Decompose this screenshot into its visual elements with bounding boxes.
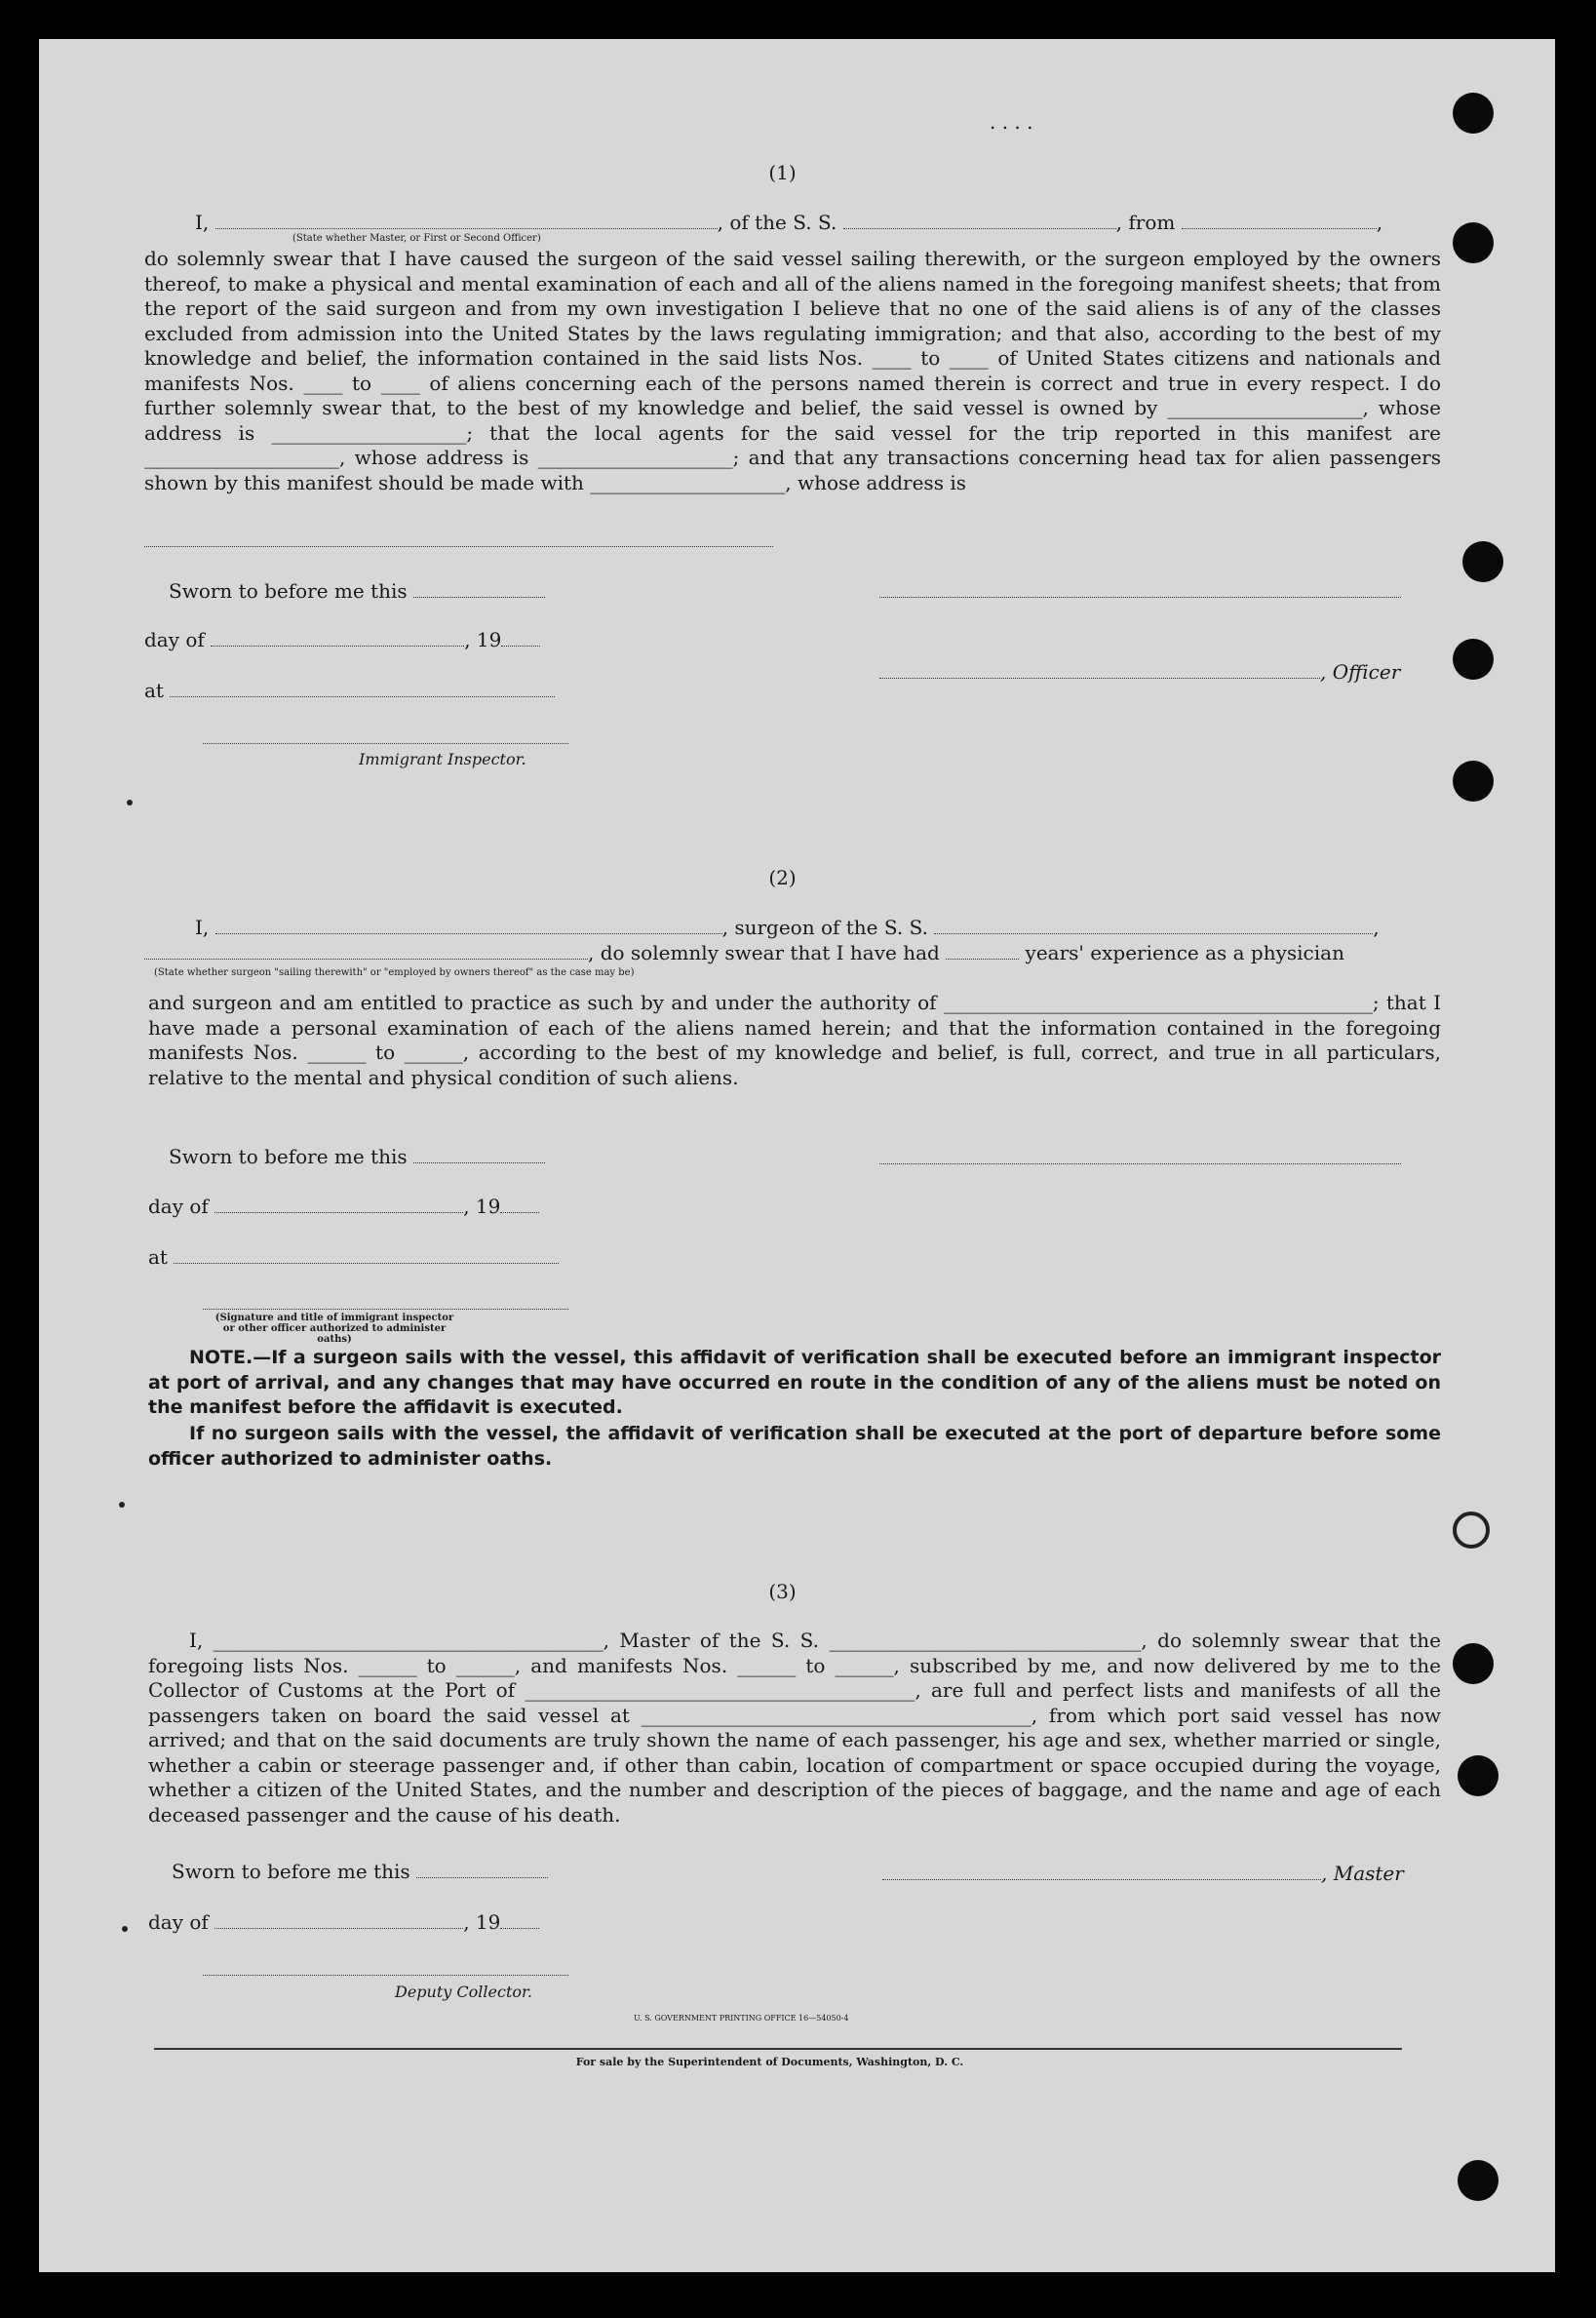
- for-sale-note: For sale by the Superintendent of Documents, Washington, D. C.: [575, 2056, 964, 2068]
- label-comma: ,: [1376, 211, 1383, 234]
- surgeon-signature-line[interactable]: [879, 1163, 1401, 1164]
- section-2-number: (2): [768, 866, 797, 889]
- month-field[interactable]: [214, 1197, 463, 1213]
- address-line[interactable]: [144, 546, 773, 547]
- year-field[interactable]: [501, 630, 540, 647]
- sworn-day-field[interactable]: [416, 1862, 548, 1878]
- collector-label: Deputy Collector.: [395, 1983, 532, 2001]
- section-1-body: do solemnly swear that I have caused the surgeon of the said vessel sailing therewith, or the surgeon employed by the owners thereof, to make a physical and mental examination of each and all of the aliens named in the foregoing manifest sheets; that from the report of the said surgeon and from my own investigation I believe that no one of the said aliens is of any of the classes excluded from admission into the United States by the laws regulating immigration; and that also, according to the best of my knowledge and belief, the information contained in the said lists Nos. ____ to ____ of United States citizens and nationals and manifests Nos. ____ to ____ of aliens concerning each of the persons named therein is correct and true in every respect. I do further solemnly swear that, to the best of my knowledge and belief, the said vessel is owned by ____________________, whose address is ____________________; that the local agents for the said vessel for the trip reported in this manifest are ____________________, whose address is ____________________; and that any transactions concerning head tax for alien passengers shown by this manifest should be made with ____________________, whose address is: [144, 247, 1441, 494]
- inspector-signature-line[interactable]: [203, 1309, 568, 1310]
- at-place-field[interactable]: [174, 1247, 559, 1264]
- year-label: , 19: [464, 628, 502, 651]
- section-1-sworn: [169, 578, 545, 604]
- section-3-master: [882, 1861, 1404, 1886]
- master-label: , Master: [1321, 1862, 1404, 1885]
- label-sworn: , do solemnly swear that I have had: [588, 941, 940, 964]
- punch-hole: [1453, 1643, 1494, 1684]
- section-2-line-1: [195, 915, 1380, 940]
- from-port-field[interactable]: [1182, 213, 1377, 229]
- year-field[interactable]: [500, 1912, 539, 1929]
- inspector-label: Immigrant Inspector.: [359, 750, 526, 768]
- at-place-field[interactable]: [170, 681, 555, 697]
- section-2-line-2: [144, 940, 1344, 965]
- section-3-day-of: [148, 1909, 539, 1935]
- surgeon-note: (State whether surgeon "sailing therewith" or "employed by owners thereof" as the case may be): [154, 967, 635, 978]
- punch-hole: [1458, 1755, 1499, 1796]
- label-from: , from: [1115, 211, 1176, 234]
- ship-name-field[interactable]: [843, 213, 1116, 229]
- sworn-label: Sworn to before me this: [172, 1860, 410, 1883]
- section-3-sworn: [172, 1859, 548, 1884]
- surgeon-name-field[interactable]: [215, 918, 722, 934]
- printing-office: U. S. GOVERNMENT PRINTING OFFICE 16—54050-4: [634, 2014, 849, 2023]
- ship-name-field[interactable]: [934, 918, 1373, 934]
- section-3-number: (3): [768, 1580, 797, 1603]
- punch-hole: [1453, 639, 1494, 680]
- speck: [119, 1502, 125, 1508]
- signature-note: (Signature and title of immigrant inspector or other officer authorized to administer oaths): [214, 1313, 454, 1345]
- day-of-label: day of: [144, 628, 205, 651]
- label-comma: ,: [1373, 916, 1380, 939]
- collector-signature-line[interactable]: [203, 1975, 568, 1976]
- header-marks: . . . .: [990, 110, 1033, 134]
- section-2-sworn: [169, 1144, 545, 1169]
- officer-title-field[interactable]: [879, 662, 1320, 679]
- label-i: I,: [195, 211, 210, 234]
- label-surgeon-of-ss: , surgeon of the S. S.: [721, 916, 928, 939]
- officer-name-field[interactable]: [215, 213, 718, 229]
- at-label: at: [148, 1245, 168, 1269]
- section-1-day-of: [144, 627, 540, 652]
- at-label: at: [144, 679, 164, 702]
- sworn-day-field[interactable]: [413, 1147, 545, 1163]
- year-label: , 19: [463, 1195, 501, 1218]
- note-1: NOTE.—If a surgeon sails with the vessel, this affidavit of verification shall be executed before an immigrant inspector at port of arrival, and any changes that may have occurred en route in the condition of any of the aliens must be noted on the manifest before the affidavit is executed.: [148, 1347, 1441, 1418]
- sworn-day-field[interactable]: [413, 581, 545, 598]
- speck: [127, 800, 133, 805]
- section-3-body: I, ________________________________________, Master of the S. S. ________________________________, do solemnly swear that the foregoing lists Nos. ______ to ______, and manifests Nos. ______ to ______, subscribed by me, and now delivered by me to the Collector of Customs at the Port of ________________________________________, are full and perfect lists and manifests of all the passengers taken on board the said vessel at ________________________________________, from which port said vessel has now arrived; and that on the said documents are truly shown the name of each passenger, his age and sex, whether married or single, whether a cabin or steerage passenger and, if other than cabin, location of compartment or space occupied during the voyage, whether a citizen of the United States, and the number and description of the pieces of baggage, and the name and age of each deceased passenger and the cause of his death.: [148, 1629, 1441, 1827]
- note-2: If no surgeon sails with the vessel, the affidavit of verification shall be executed at the port of departure before some officer authorized to administer oaths.: [148, 1423, 1441, 1470]
- punch-hole: [1453, 1512, 1490, 1549]
- year-label: , 19: [463, 1910, 501, 1934]
- year-field[interactable]: [500, 1197, 539, 1213]
- punch-hole: [1458, 2160, 1499, 2201]
- officer-label: , Officer: [1320, 660, 1401, 684]
- punch-hole: [1462, 541, 1503, 582]
- label-years: years' experience as a physician: [1025, 941, 1344, 964]
- day-of-label: day of: [148, 1910, 209, 1934]
- label-i: I,: [195, 916, 210, 939]
- section-2-at: [148, 1244, 559, 1270]
- footer-rule: [154, 2048, 1402, 2050]
- document-page: [39, 39, 1555, 2272]
- sworn-label: Sworn to before me this: [169, 1145, 408, 1168]
- section-2-body: and surgeon and am entitled to practice as such by and under the authority of ____________________________________________; that I have made a personal examination of each of the aliens named herein; and that the information contained in the foregoing manifests Nos. ______ to ______, according to the best of my knowledge and belief, is full, correct, and true in all particulars, relative to the mental and physical condition of such aliens.: [148, 991, 1441, 1089]
- month-field[interactable]: [214, 1912, 463, 1929]
- officer-note: (State whether Master, or First or Second Officer): [292, 233, 541, 244]
- officer-signature-line[interactable]: [879, 597, 1401, 598]
- section-1-number: (1): [768, 161, 797, 184]
- punch-hole: [1453, 93, 1494, 134]
- section-1-officer: [879, 659, 1400, 685]
- sworn-label: Sworn to before me this: [169, 579, 408, 603]
- punch-hole: [1453, 222, 1494, 263]
- master-signature-field[interactable]: [882, 1864, 1321, 1880]
- section-1-at: [144, 678, 555, 703]
- speck: [122, 1926, 128, 1932]
- inspector-signature-line[interactable]: [203, 743, 568, 744]
- section-1-line-1: [195, 210, 1382, 235]
- month-field[interactable]: [211, 630, 464, 647]
- label-of-ss: , of the S. S.: [717, 211, 837, 234]
- punch-hole: [1453, 761, 1494, 802]
- years-field[interactable]: [946, 943, 1019, 960]
- surgeon-status-field[interactable]: [144, 943, 588, 960]
- day-of-label: day of: [148, 1195, 209, 1218]
- section-2-day-of: [148, 1194, 539, 1219]
